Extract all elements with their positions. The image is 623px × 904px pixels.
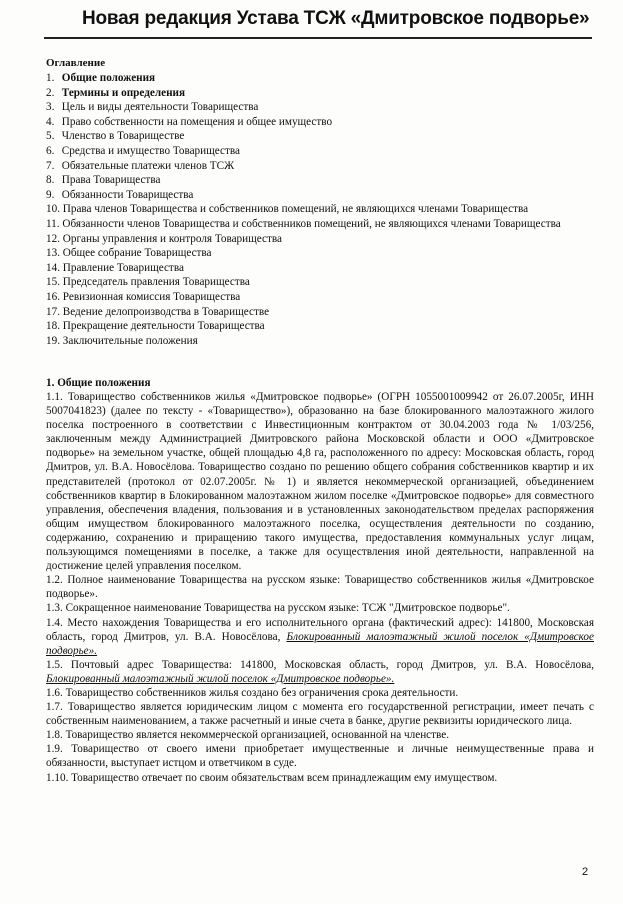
toc-item-number: 4. [46,115,55,128]
page-number: 2 [582,866,589,878]
toc-item-label: Правление Товарищества [62,261,184,274]
toc-item-label: Общее собрание Товарищества [62,247,212,260]
toc-item-label: Средства и имущество Товарищества [61,144,240,157]
toc-item [46,86,594,101]
paragraph-1-4 [46,616,594,658]
toc-item-label: Прекращение деятельности Товарищества [62,320,265,333]
toc-item [46,319,594,334]
table-of-contents [46,71,594,348]
toc-item [46,71,594,86]
paragraph-1-5-underlined: Блокированный малоэтажный жилой поселок «Дмитровское подворье». [46,672,395,685]
toc-item [46,217,594,232]
toc-item-label: Общие положения [61,72,156,84]
document-title: Новая редакция Устава ТСЖ «Дмитровское подворье» [82,8,590,29]
toc-item [46,305,594,320]
toc-item-number: 2. [46,86,55,99]
toc-item-label: Ведение делопроизводства в Товариществе [62,305,270,318]
paragraph-1-3: 1.3. Сокращенное наименование Товарищества на русском языке: ТСЖ "Дмитровское подворье". [46,602,510,615]
toc-item-number: 1. [46,72,55,84]
toc-item-number: 15. [46,276,60,289]
toc-item-number: 3. [46,101,55,114]
toc-item [46,261,594,276]
toc-item-number: 10. [46,203,60,216]
toc-item-number: 7. [46,159,55,172]
toc-item-label: Заключительные положения [62,334,198,347]
paragraph-1-4-underlined: Блокированный малоэтажный жилой поселок «Дмитровское подворье». [46,630,594,657]
toc-item [46,115,594,130]
paragraph-1-8: 1.8. Товарищество является некоммерческой организацией, основанной на членстве. [46,729,450,742]
toc-item-label: Право собственности на помещения и общее имущество [61,115,333,128]
toc-item-number: 9. [46,188,55,201]
toc-item-number: 18. [46,320,60,333]
paragraph-1-4-text: 1.4. Место нахождения Товарищества и его исполнительного органа (фактический адрес): 141800, Московская область, город Дмитров, ул. В.А. Новосёлова, [46,616,594,643]
toc-item [46,173,594,188]
toc-item [46,334,594,349]
paragraph-1-5 [46,658,594,686]
toc-item-label: Обязанности Товарищества [61,188,194,201]
toc-item [46,275,594,290]
toc-item-label: Органы управления и контроля Товарищества [62,232,282,245]
toc-item [46,290,594,305]
toc-heading: Оглавление [46,57,106,69]
toc-item-label: Обязанности членов Товарищества и собственников помещений, не являющихся членами Товарищества [62,217,561,230]
paragraph-1-10: 1.10. Товарищество отвечает по своим обязательствам всем принадлежащим ему имуществом. [46,771,498,784]
toc-item-number: 13. [46,247,60,260]
title-divider [44,37,592,39]
toc-item-label: Термины и определения [61,86,186,99]
toc-item [46,202,594,217]
toc-item-label: Обязательные платежи членов ТСЖ [61,159,235,172]
paragraph-1-1: 1.1. Товарищество собственников жилья «Дмитровское подворье» (ОГРН 1055001009942 от 26.07.2005г, ИНН 5007041823) (далее по тексту - «Товарищество»), образованно на базе блокированного малоэтажного жилого поселка построенного в соответствии с Инвестиционным контрактом от 30.04.2003 года № 1/03/256, заключенным между Администрацией Дмитровского района Московской области и ООО «Дмитровское подворье» на земельном участке, общей площадью 4,8 га, расположенного по адресу: Московская область, город Дмитров, ул. В.А. Новосёлова. Товарищество создано по решению общего собрания собственников квартир и их представителей (протокол от 02.07.2005г. № 1) и является некоммерческой организацией, объединением собственников квартир в Блокированном малоэтажном жилом поселке «Дмитровское подворье» для совместного управления, обеспечения владения, пользования и в установленных законодательством пределах распоряжения общим имуществом блокированного малоэтажного поселка, осуществления деятельности по созданию, содержанию, сохранению и приращению такого имущества, предоставления коммунальных услуг лицам, пользующимся помещениями в поселке, а также для осуществления иной деятельности, направленной на достижение целей управления поселком. [46,391,594,573]
toc-item-number: 19. [46,334,60,347]
toc-item [46,100,594,115]
toc-item [46,144,594,159]
paragraph-1-5-text: 1.5. Почтовый адрес Товарищества: 141800, Московская область, город Дмитров, ул. В.А. Новосёлова, [46,658,594,671]
toc-item-number: 17. [46,305,60,318]
toc-item-number: 12. [46,232,60,245]
toc-item [46,232,594,247]
paragraph-1-6: 1.6. Товарищество собственников жилья создано без ограничения срока деятельности. [46,686,459,699]
toc-item-label: Права членов Товарищества и собственников помещений, не являющихся членами Товарищества [62,203,529,216]
section-heading: 1. Общие положения [46,377,151,389]
toc-item-number: 14. [46,261,60,274]
toc-item-number: 6. [46,144,55,157]
toc-item [46,188,594,203]
toc-item-label: Права Товарищества [61,174,161,187]
toc-item-label: Ревизионная комиссия Товарищества [62,290,241,303]
paragraph-1-9: 1.9. Товарищество от своего имени приобретает имущественные и личные неимущественные права и обязанности, выступает истцом и ответчиком в суде. [46,743,594,770]
toc-item [46,246,594,261]
toc-item-label: Членство в Товариществе [61,130,185,143]
toc-item-number: 8. [46,174,55,187]
section-body [46,390,594,785]
toc-item-number: 16. [46,290,60,303]
toc-item [46,129,594,144]
paragraph-1-2: 1.2. Полное наименование Товарищества на русском языке: Товарищество собственников жилья «Дмитровское подворье». [46,574,594,601]
paragraph-1-7: 1.7. Товарищество является юридическим лицом с момента его государственной регистрации, имеет печать с собственным наименованием, а также расчетный и иные счета в банке, другие реквизиты юридического лица. [46,701,594,728]
toc-item-number: 5. [46,130,55,143]
toc-item-label: Председатель правления Товарищества [62,276,250,289]
toc-item-label: Цель и виды деятельности Товарищества [61,101,259,114]
toc-item [46,159,594,174]
toc-item-number: 11. [46,217,60,230]
